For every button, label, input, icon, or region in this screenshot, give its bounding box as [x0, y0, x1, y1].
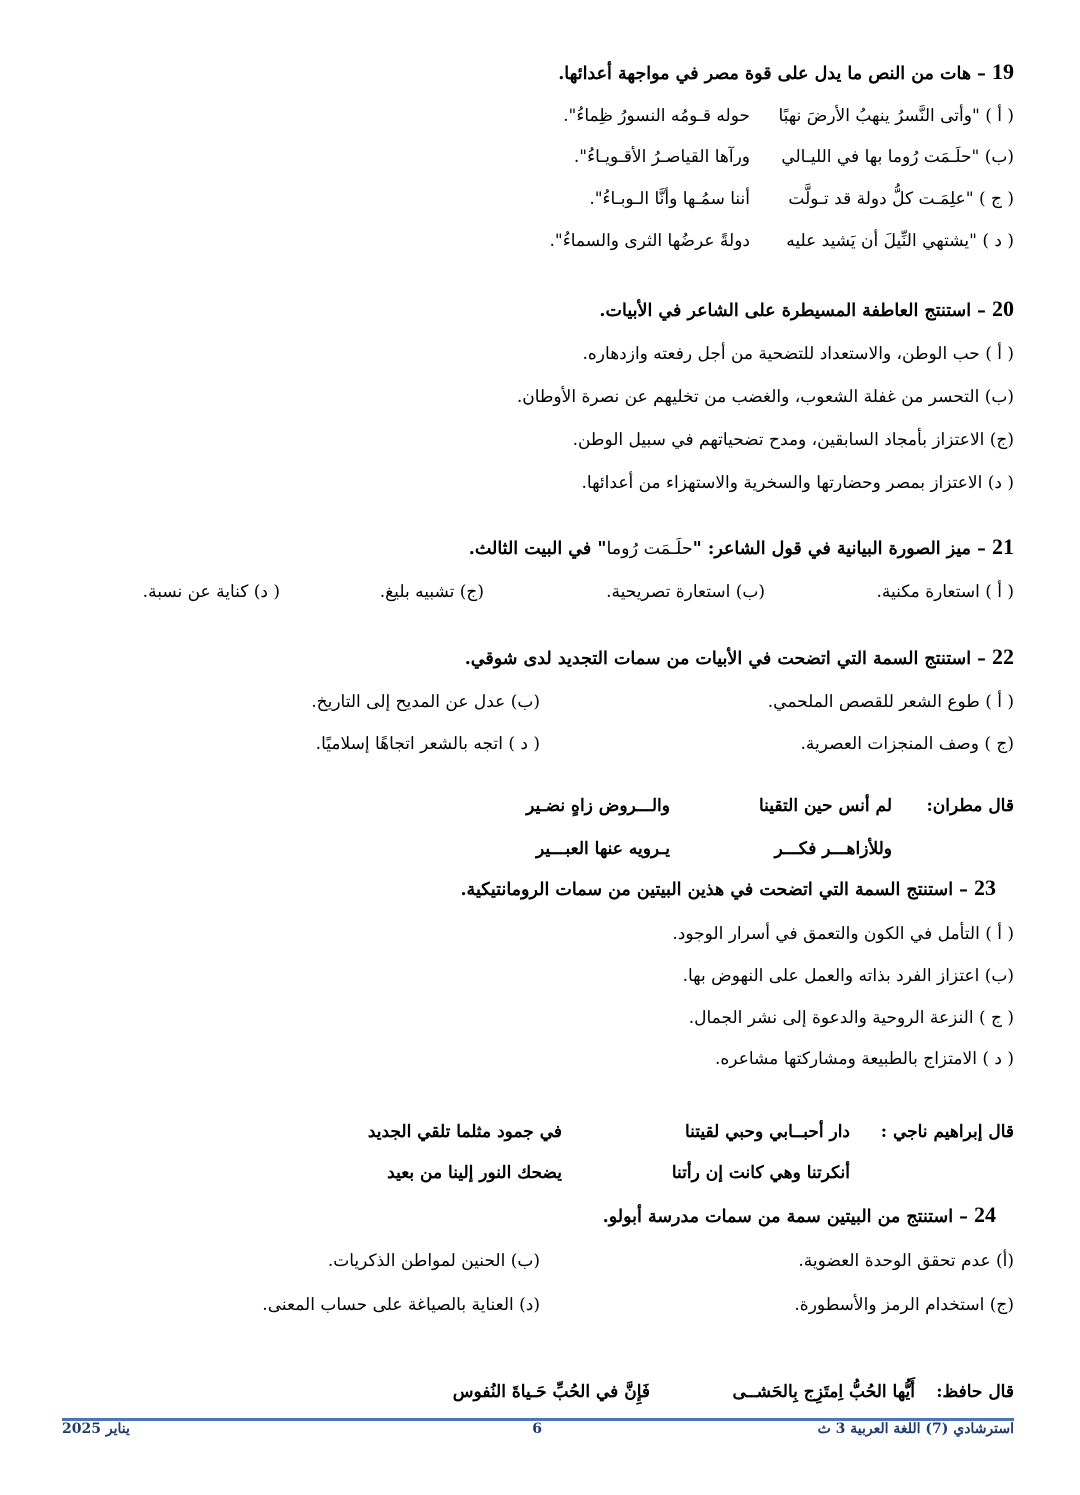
question-19	[558, 60, 1014, 86]
q19-option-a-hemistich-2: حوله قـومُه النسورُ ظِماءُ".	[563, 106, 750, 126]
question-text: – استنتج السمة التي اتضحت في الأبيات من سمات التجديد لدى شوقي.	[464, 649, 986, 669]
q20-option-c[interactable]: (ج) الاعتزاز بأمجاد السابقين، ومدح تضحياتهم في سبيل الوطن.	[572, 430, 1014, 450]
hafez-hemistich-2: فَإِنَّ في الحُبِّ حَـياةَ النُفوس	[452, 1382, 650, 1402]
q23-option-d[interactable]: ( د ) الامتزاج بالطبيعة ومشاركتها مشاعره.	[715, 1049, 1014, 1069]
footer-exam-title: استرشادي (7) اللغة العربية 3 ث	[817, 1421, 1014, 1437]
q19-option-b-hemistich-2: ورآها القياصـرُ الأقـويـاءُ".	[573, 147, 750, 167]
question-number: 24	[974, 1202, 996, 1227]
q19-option-c-hemistich-2: أننا سمُـها وأنَّا الـوبـاءُ".	[589, 189, 750, 209]
mutran-verse-1-hemistich-2: والـــروض زاهٍ نضـير	[526, 796, 670, 816]
naji-speaker: قال إبراهيم ناجي :	[880, 1122, 1014, 1142]
q23-option-c[interactable]: ( ج ) النزعة الروحية والدعوة إلى نشر الجمال.	[688, 1008, 1014, 1028]
question-text: – استنتج السمة التي اتضحت في هذين البيتين من سمات الرومانتيكية.	[460, 880, 968, 900]
naji-verse-2-hemistich-1: أنكرتنا وهي كانت إن رأتنا	[671, 1163, 850, 1183]
question-number: 19	[992, 59, 1014, 84]
question-22	[465, 645, 1014, 671]
q20-option-d[interactable]: ( د) الاعتزاز بمصر وحضارتها والسخرية والاستهزاء من أعدائها.	[581, 473, 1014, 493]
footer-date: يناير 2025	[62, 1421, 130, 1437]
question-23	[460, 876, 996, 902]
question-text: – هات من النص ما يدل على قوة مصر في مواجهة أعدائها.	[558, 64, 986, 84]
q19-option-d[interactable]: ( د ) "يشتهي النِّيلَ أن يَشيد عليه	[786, 231, 1014, 251]
hafez-speaker: قال حافظ:	[936, 1382, 1014, 1402]
q24-option-d[interactable]: (د) العناية بالصياغة على حساب المعنى.	[262, 1295, 540, 1315]
mutran-verse-2-hemistich-1: وللأزاهـــر فكـــر	[774, 839, 892, 859]
mutran-speaker: قال مطران:	[926, 796, 1014, 816]
q23-option-a[interactable]: ( أ ) التأمل في الكون والتعمق في أسرار الوجود.	[672, 924, 1014, 944]
q21-option-c[interactable]: (ج) تشبيه بليغ.	[379, 582, 484, 602]
naji-verse-1-hemistich-1: دار أحبــابي وحبي لقيتنا	[684, 1122, 850, 1142]
q23-option-b[interactable]: (ب) اعتزاز الفرد بذاته والعمل على النهوض بها.	[682, 966, 1014, 986]
q24-option-a[interactable]: (أ) عدم تحقق الوحدة العضوية.	[798, 1251, 1014, 1271]
question-number: 22	[992, 644, 1014, 669]
q19-option-a[interactable]: ( أ ) "وأتى النَّسرُ ينهبُ الأرضَ نهبًا	[778, 106, 1014, 126]
q19-option-c[interactable]: ( ج ) "علِمَـت كلُّ دولة قد تـولَّت	[788, 189, 1014, 209]
q19-option-d-hemistich-2: دولةً عرضُها الثرى والسماءُ".	[549, 231, 750, 251]
q22-option-d[interactable]: ( د ) اتجه بالشعر اتجاهًا إسلاميًا.	[315, 734, 540, 754]
question-text: – استنتج من البيتين سمة من سمات مدرسة أبولو.	[602, 1207, 968, 1227]
naji-verse-1-hemistich-2: في جمود مثلما تلقي الجديد	[367, 1122, 562, 1142]
q21-option-b[interactable]: (ب) استعارة تصريحية.	[606, 582, 765, 602]
footer-page-number: 6	[532, 1421, 542, 1437]
naji-verse-2-hemistich-2: يضحك النور إلينا من بعيد	[387, 1163, 562, 1183]
q20-option-b[interactable]: (ب) التحسر من غفلة الشعوب، والغضب من تخليهم عن نصرة الأوطان.	[516, 387, 1014, 407]
mutran-verse-2-hemistich-2: يـرويه عنها العبـــير	[536, 839, 670, 859]
q21-option-a[interactable]: ( أ ) استعارة مكنية.	[876, 582, 1014, 602]
question-number: 21	[992, 534, 1014, 559]
hafez-hemistich-1: أَيُّها الحُبُّ اِمتَزِج بِالحَشــى	[732, 1382, 915, 1402]
quoted-phrase: حلَـمَت رُوما	[606, 539, 693, 559]
q22-option-c[interactable]: (ج ) وصف المنجزات العصرية.	[800, 734, 1014, 754]
question-text: – استنتج العاطفة المسيطرة على الشاعر في الأبيات.	[599, 301, 986, 321]
q20-option-a[interactable]: ( أ ) حب الوطن، والاستعداد للتضحية من أجل رفعته وازدهاره.	[582, 344, 1014, 364]
question-number: 20	[992, 296, 1014, 321]
q22-option-b[interactable]: (ب) عدل عن المديح إلى التاريخ.	[311, 692, 540, 712]
question-number: 23	[974, 875, 996, 900]
question-21: 21 – ميز الصورة البيانية في قول الشاعر: "حلَـمَت رُوما" في البيت الثالث.	[468, 534, 1014, 559]
q24-option-b[interactable]: (ب) الحنين لمواطن الذكريات.	[327, 1251, 540, 1271]
question-24	[603, 1203, 996, 1229]
q19-option-b[interactable]: (ب) "حلَـمَت رُوما بها في الليـالي	[781, 147, 1014, 167]
q22-option-a[interactable]: ( أ ) طوع الشعر للقصص الملحمي.	[767, 692, 1014, 712]
mutran-verse-1-hemistich-1: لم أنس حين التقينا	[758, 796, 892, 816]
q21-option-d[interactable]: ( د) كناية عن نسبة.	[142, 582, 280, 602]
q24-option-c[interactable]: (ج) استخدام الرمز والأسطورة.	[794, 1295, 1014, 1315]
question-20	[599, 297, 1014, 323]
